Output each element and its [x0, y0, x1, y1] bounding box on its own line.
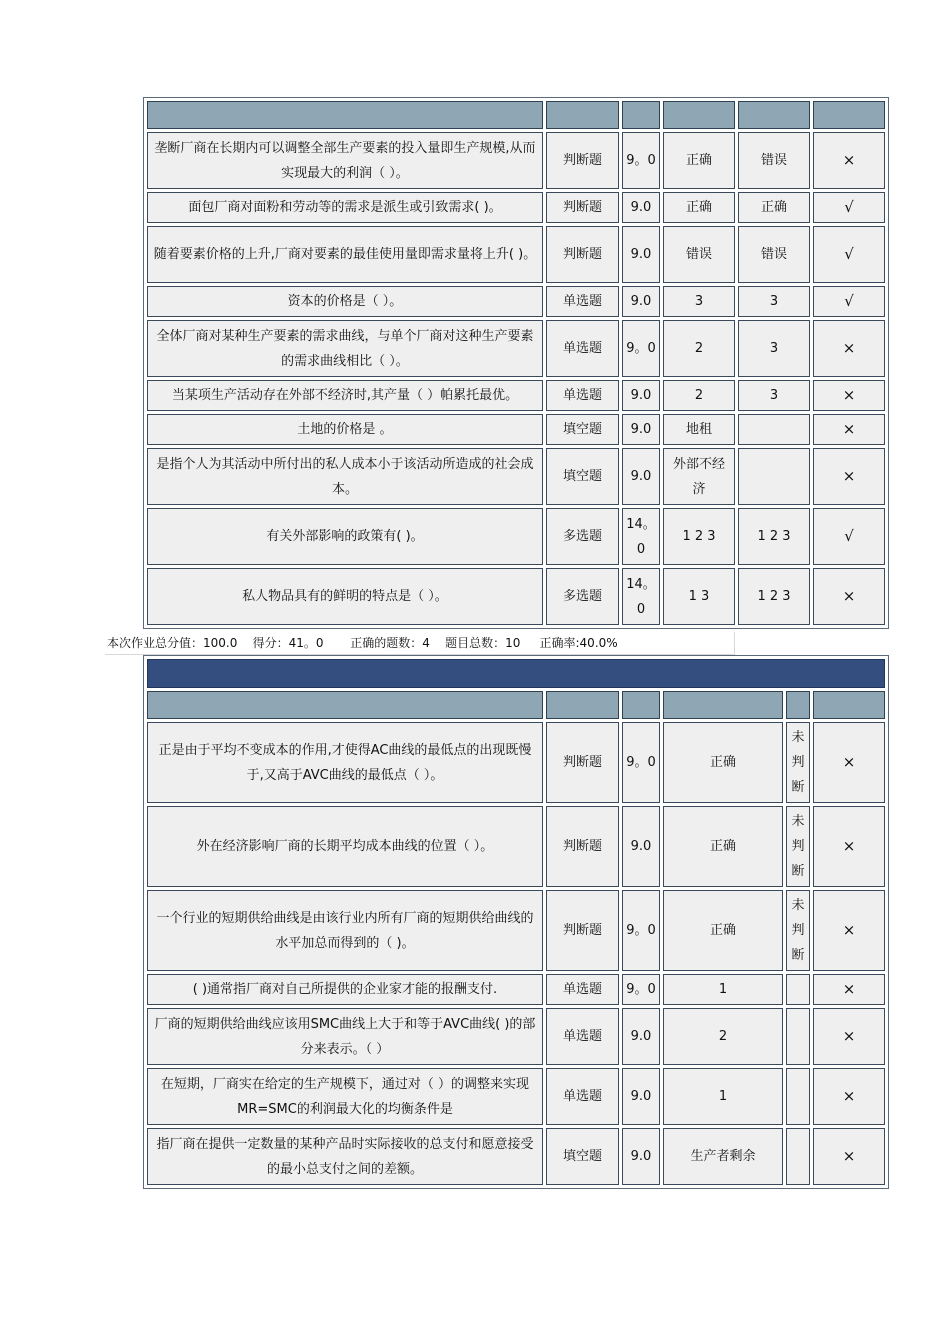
answer-cell: 正确	[663, 192, 735, 223]
correct-answer-cell	[786, 1008, 810, 1065]
header-cell	[147, 691, 543, 719]
answer-cell: 地租	[663, 414, 735, 445]
correct-answer-cell: 错误	[738, 226, 810, 283]
result-mark: ×	[813, 974, 885, 1005]
type-cell: 判断题	[546, 890, 619, 971]
header-cell	[663, 101, 735, 129]
correct-answer-cell: 正确	[738, 192, 810, 223]
question-cell: 在短期，厂商实在给定的生产规模下，通过对（ ）的调整来实现MR=SMC的利润最大化的均衡条件是	[147, 1068, 543, 1125]
table-row	[147, 722, 885, 803]
answer-cell: 外部不经济	[663, 448, 735, 505]
score-cell: 9.0	[622, 806, 660, 887]
table-row	[147, 414, 885, 445]
correct-answer-cell	[786, 1068, 810, 1125]
correct-answer-cell: 1 2 3	[738, 568, 810, 625]
table-row	[147, 448, 885, 505]
header-cell	[663, 691, 783, 719]
type-cell: 多选题	[546, 568, 619, 625]
question-cell: 是指个人为其活动中所付出的私人成本小于该活动所造成的社会成本。	[147, 448, 543, 505]
table-row	[147, 1008, 885, 1065]
type-cell: 单选题	[546, 320, 619, 377]
header-cell	[622, 101, 660, 129]
table-row	[147, 226, 885, 283]
result-mark: ×	[813, 380, 885, 411]
question-cell: 正是由于平均不变成本的作用,才使得AC曲线的最低点的出现既慢于,又高于AVC曲线的最低点（ ）。	[147, 722, 543, 803]
correct-answer-cell	[738, 414, 810, 445]
table-row	[147, 1128, 885, 1185]
score-cell: 14。0	[622, 568, 660, 625]
summary-score: 得分：41。0	[252, 636, 324, 650]
header-cell	[546, 101, 619, 129]
table-row	[147, 132, 885, 189]
type-cell: 判断题	[546, 806, 619, 887]
table-row	[147, 568, 885, 625]
score-cell: 9.0	[622, 226, 660, 283]
homework-result-table-1	[143, 97, 889, 629]
answer-cell: 正确	[663, 806, 783, 887]
type-cell: 判断题	[546, 132, 619, 189]
score-cell: 14。0	[622, 508, 660, 565]
header-cell	[622, 691, 660, 719]
correct-answer-cell: 未判断	[786, 890, 810, 971]
correct-answer-cell: 1 2 3	[738, 508, 810, 565]
question-cell: 垄断厂商在长期内可以调整全部生产要素的投入量即生产规模,从而实现最大的利润（ ）。	[147, 132, 543, 189]
score-cell: 9.0	[622, 1068, 660, 1125]
answer-cell: 1 3	[663, 568, 735, 625]
type-cell: 单选题	[546, 1068, 619, 1125]
question-cell: 全体厂商对某种生产要素的需求曲线，与单个厂商对这种生产要素的需求曲线相比（ ）。	[147, 320, 543, 377]
correct-answer-cell	[786, 974, 810, 1005]
question-cell: 一个行业的短期供给曲线是由该行业内所有厂商的短期供给曲线的水平加总而得到的（ )。	[147, 890, 543, 971]
type-cell: 单选题	[546, 1008, 619, 1065]
table-row	[147, 890, 885, 971]
title-bar-cell	[147, 659, 885, 688]
answer-cell: 正确	[663, 132, 735, 189]
type-cell: 判断题	[546, 192, 619, 223]
question-cell: 资本的价格是（ ）。	[147, 286, 543, 317]
correct-answer-cell: 3	[738, 320, 810, 377]
result-mark: ×	[813, 132, 885, 189]
header-cell	[738, 101, 810, 129]
correct-answer-cell	[786, 1128, 810, 1185]
correct-answer-cell: 未判断	[786, 722, 810, 803]
score-cell: 9.0	[622, 1008, 660, 1065]
question-cell: 土地的价格是 。	[147, 414, 543, 445]
answer-cell: 正确	[663, 890, 783, 971]
answer-cell: 1 2 3	[663, 508, 735, 565]
score-cell: 9.0	[622, 414, 660, 445]
type-cell: 判断题	[546, 722, 619, 803]
answer-cell: 正确	[663, 722, 783, 803]
correct-answer-cell: 未判断	[786, 806, 810, 887]
question-cell: 有关外部影响的政策有( )。	[147, 508, 543, 565]
table-row	[147, 974, 885, 1005]
type-cell: 判断题	[546, 226, 619, 283]
answer-cell: 2	[663, 320, 735, 377]
question-cell: 面包厂商对面粉和劳动等的需求是派生或引致需求( )。	[147, 192, 543, 223]
answer-cell: 2	[663, 1008, 783, 1065]
table-row	[147, 380, 885, 411]
table-row	[147, 508, 885, 565]
homework-summary	[105, 632, 735, 655]
header-cell	[786, 691, 810, 719]
score-cell: 9。0	[622, 320, 660, 377]
result-mark: √	[813, 192, 885, 223]
type-cell: 单选题	[546, 380, 619, 411]
score-cell: 9.0	[622, 380, 660, 411]
score-cell: 9.0	[622, 192, 660, 223]
score-cell: 9。0	[622, 132, 660, 189]
result-mark: ×	[813, 890, 885, 971]
score-cell: 9.0	[622, 448, 660, 505]
header-cell	[147, 101, 543, 129]
correct-answer-cell: 3	[738, 286, 810, 317]
header-cell	[546, 691, 619, 719]
type-cell: 填空题	[546, 414, 619, 445]
type-cell: 填空题	[546, 1128, 619, 1185]
result-mark: ×	[813, 1128, 885, 1185]
question-cell: 厂商的短期供给曲线应该用SMC曲线上大于和等于AVC曲线( )的部分来表示。（ ）	[147, 1008, 543, 1065]
result-mark: √	[813, 226, 885, 283]
score-cell: 9。0	[622, 974, 660, 1005]
table-header-row	[147, 691, 885, 719]
table-header-row	[147, 101, 885, 129]
type-cell: 单选题	[546, 974, 619, 1005]
type-cell: 多选题	[546, 508, 619, 565]
correct-answer-cell	[738, 448, 810, 505]
question-cell: 指厂商在提供一定数量的某种产品时实际接收的总支付和愿意接受的最小总支付之间的差额。	[147, 1128, 543, 1185]
score-cell: 9.0	[622, 286, 660, 317]
result-mark: ×	[813, 320, 885, 377]
answer-cell: 2	[663, 380, 735, 411]
correct-answer-cell: 错误	[738, 132, 810, 189]
question-cell: 外在经济影响厂商的长期平均成本曲线的位置（ ）。	[147, 806, 543, 887]
result-mark: ×	[813, 1068, 885, 1125]
summary-correct-count: 正确的题数：4	[350, 636, 430, 650]
summary-total: 本次作业总分值：100.0	[107, 636, 238, 650]
correct-answer-cell: 3	[738, 380, 810, 411]
result-mark: ×	[813, 722, 885, 803]
question-cell: ( )通常指厂商对自己所提供的企业家才能的报酬支付.	[147, 974, 543, 1005]
table-title-bar	[147, 659, 885, 688]
score-cell: 9.0	[622, 1128, 660, 1185]
summary-rate: 正确率:40.0%	[539, 636, 618, 650]
result-mark: ×	[813, 568, 885, 625]
header-cell	[813, 691, 885, 719]
table-row	[147, 192, 885, 223]
answer-cell: 3	[663, 286, 735, 317]
result-mark: ×	[813, 448, 885, 505]
result-mark: ×	[813, 414, 885, 445]
question-cell: 随着要素价格的上升,厂商对要素的最佳使用量即需求量将上升( )。	[147, 226, 543, 283]
result-mark: ×	[813, 1008, 885, 1065]
question-cell: 私人物品具有的鲜明的特点是（ ）。	[147, 568, 543, 625]
result-mark: ×	[813, 806, 885, 887]
score-cell: 9。0	[622, 890, 660, 971]
table-row	[147, 1068, 885, 1125]
header-cell	[813, 101, 885, 129]
result-mark: √	[813, 508, 885, 565]
table-row	[147, 286, 885, 317]
table-row	[147, 806, 885, 887]
answer-cell: 1	[663, 1068, 783, 1125]
score-cell: 9。0	[622, 722, 660, 803]
table-row	[147, 320, 885, 377]
summary-total-count: 题目总数：10	[445, 636, 521, 650]
type-cell: 单选题	[546, 286, 619, 317]
question-cell: 当某项生产活动存在外部不经济时,其产量（ ）帕累托最优。	[147, 380, 543, 411]
homework-result-table-2	[143, 655, 889, 1189]
answer-cell: 1	[663, 974, 783, 1005]
answer-cell: 生产者剩余	[663, 1128, 783, 1185]
result-mark: √	[813, 286, 885, 317]
type-cell: 填空题	[546, 448, 619, 505]
answer-cell: 错误	[663, 226, 735, 283]
